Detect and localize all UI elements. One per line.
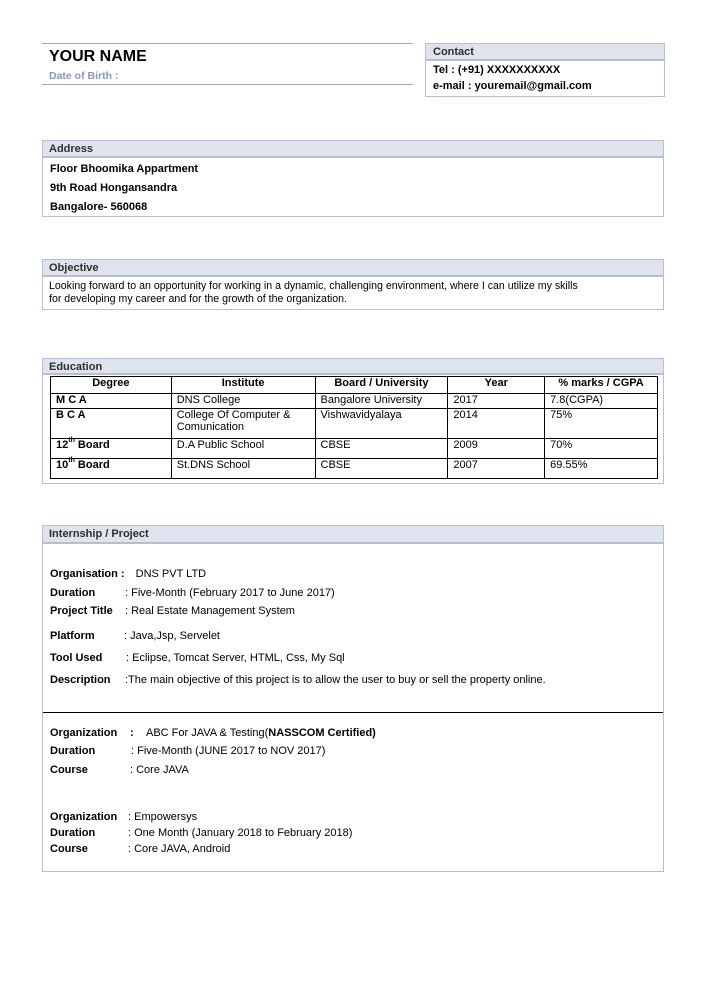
year-cell: 2009 [448, 439, 545, 459]
internship-body [42, 544, 664, 872]
contact-heading: Contact [425, 43, 665, 61]
table-row [51, 394, 658, 409]
project1-title-label: Project Title [50, 605, 113, 617]
project1-platform-label: Platform [50, 630, 95, 642]
project1-description-label: Description [50, 674, 111, 686]
objective-text-line-2: for developing my career and for the growth of the organization. [49, 293, 347, 305]
objective-text-line-1: Looking forward to an opportunity for working in a dynamic, challenging environment, where I can utilize my skills [49, 280, 578, 292]
degree-rest: Board [74, 459, 110, 471]
project3-duration-label: Duration [50, 827, 96, 839]
year-cell: 2007 [448, 459, 545, 479]
project1-platform [50, 630, 220, 642]
date-of-birth-label: Date of Birth : [49, 70, 119, 82]
project1-organisation-label: Organisation : [50, 568, 125, 580]
board-cell: CBSE [315, 439, 448, 459]
address-section [42, 140, 664, 217]
objective-body [42, 277, 664, 310]
project2-course-value: : Core JAVA [130, 764, 189, 776]
applicant-name: YOUR NAME [49, 48, 147, 65]
address-heading: Address [42, 140, 664, 158]
table-row [51, 409, 658, 439]
project1-description [50, 674, 546, 686]
education-body [42, 375, 664, 484]
project1-tool-used [50, 652, 345, 664]
address-line-3: Bangalore- 560068 [50, 201, 148, 213]
table-row [51, 439, 658, 459]
project-divider [43, 712, 663, 713]
objective-heading: Objective [42, 259, 664, 277]
col-header-marks: % marks / CGPA [545, 377, 658, 394]
institute-line-1: College Of Computer & [176, 409, 291, 421]
contact-section [425, 43, 665, 97]
project1-title [50, 605, 295, 617]
address-line-2: 9th Road Hongansandra [50, 182, 178, 194]
marks-cell: 7.8(CGPA) [545, 394, 658, 409]
marks-cell: 70% [545, 439, 658, 459]
degree-number: 12 [56, 439, 69, 451]
project3-course-label: Course [50, 843, 88, 855]
degree-cell: B C A [51, 409, 172, 439]
degree-suffix: th [68, 437, 75, 444]
project3-duration [50, 827, 352, 839]
degree-number: 10 [56, 459, 69, 471]
contact-email: e-mail : youremail@gmail.com [433, 80, 592, 92]
objective-section [42, 259, 664, 310]
project3-course [50, 843, 230, 855]
col-header-institute: Institute [171, 377, 315, 394]
name-top-rule [42, 43, 413, 44]
project1-title-value: : Real Estate Management System [125, 605, 295, 617]
board-cell: Bangalore University [315, 394, 448, 409]
project1-description-value: :The main objective of this project is to allow the user to buy or sell the property online. [125, 674, 546, 686]
internship-section [42, 525, 664, 872]
project3-duration-value: : One Month (January 2018 to February 2018) [128, 827, 353, 839]
col-header-year: Year [448, 377, 545, 394]
name-bottom-rule [42, 84, 413, 85]
project2-duration [50, 745, 325, 757]
contact-body [425, 61, 665, 97]
project1-duration-value: : Five-Month (February 2017 to June 2017) [125, 587, 335, 599]
education-table-header [51, 377, 658, 394]
project3-organization [50, 811, 197, 823]
col-header-degree: Degree [51, 377, 172, 394]
institute-line-2: Comunication [176, 421, 244, 433]
year-cell: 2017 [448, 394, 545, 409]
marks-cell: 75% [545, 409, 658, 439]
degree-cell: M C A [51, 394, 172, 409]
project1-organisation-value: DNS PVT LTD [135, 568, 207, 580]
project3-organization-label: Organization [50, 811, 118, 823]
table-row [51, 459, 658, 479]
internship-heading: Internship / Project [42, 525, 664, 544]
education-section [42, 358, 664, 484]
project1-duration-label: Duration [50, 587, 96, 599]
project3-course-value: : Core JAVA, Android [128, 843, 231, 855]
institute-cell: St.DNS School [171, 459, 315, 479]
board-cell: Vishwavidyalaya [315, 409, 448, 439]
project2-course-label: Course [50, 764, 88, 776]
institute-cell: DNS College [171, 394, 315, 409]
degree-suffix: th [68, 457, 75, 464]
address-line-1: Floor Bhoomika Appartment [50, 163, 199, 175]
education-table [50, 376, 658, 479]
project2-organization-value: ABC For JAVA & Testing( [146, 727, 269, 739]
board-cell: CBSE [315, 459, 448, 479]
marks-cell: 69.55% [545, 459, 658, 479]
year-cell: 2014 [448, 409, 545, 439]
degree-cell [51, 439, 172, 459]
address-body [42, 158, 664, 217]
project2-organization-cert: NASSCOM Certified) [268, 727, 376, 739]
project2-duration-label: Duration [50, 745, 96, 757]
degree-rest: Board [74, 439, 110, 451]
institute-cell [171, 409, 315, 439]
project2-course [50, 764, 189, 776]
contact-phone: Tel : (+91) XXXXXXXXXX [433, 64, 561, 76]
project3-organization-value: : Empowersys [128, 811, 198, 823]
project2-organization-label: Organization [50, 727, 118, 739]
project1-platform-value: : Java,Jsp, Servelet [124, 630, 220, 642]
education-heading: Education [42, 358, 664, 375]
col-header-board: Board / University [315, 377, 448, 394]
project1-organisation [50, 568, 206, 580]
project2-duration-value: : Five-Month (JUNE 2017 to NOV 2017) [131, 745, 326, 757]
project2-organization [50, 727, 376, 739]
project2-organization-colon: : [130, 727, 134, 739]
institute-cell: D.A Public School [171, 439, 315, 459]
degree-cell [51, 459, 172, 479]
project1-tool-label: Tool Used [50, 652, 103, 664]
project1-duration [50, 587, 335, 599]
project1-tool-value: : Eclipse, Tomcat Server, HTML, Css, My Sql [126, 652, 345, 664]
